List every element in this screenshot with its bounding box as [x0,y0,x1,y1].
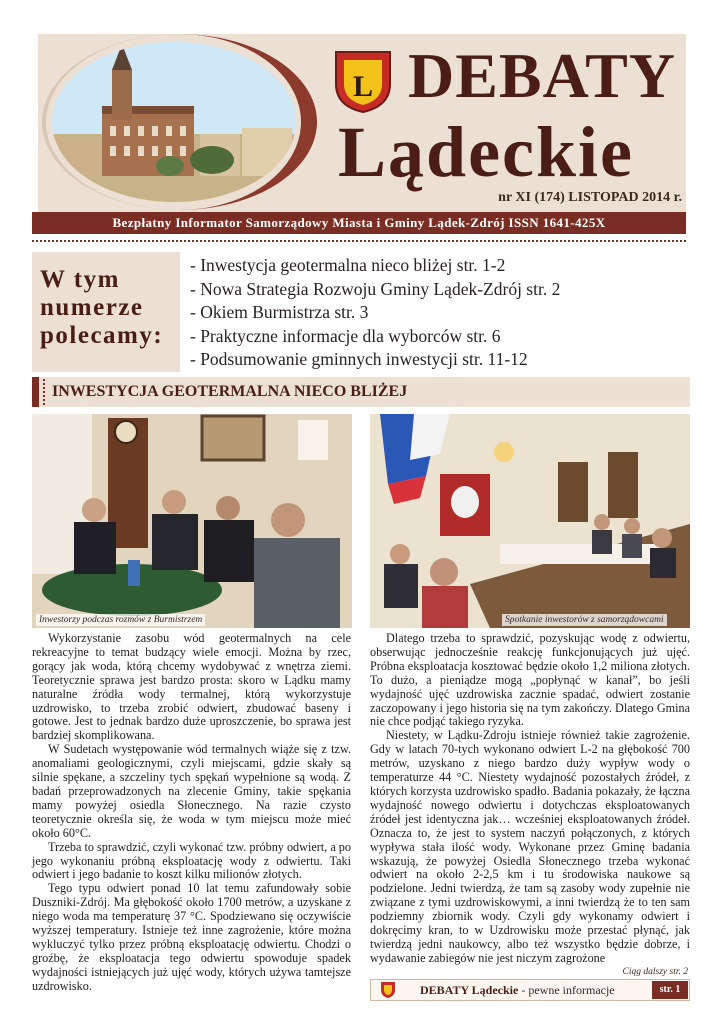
page-number: str. 1 [652,981,688,999]
continued-note: Ciąg dalszy str. 2 [622,967,688,977]
section-header-dots [43,379,45,405]
issue-number: nr XI (174) LISTOPAD 2014 r. [498,190,682,205]
article-column-1 [32,632,351,994]
footer-crest-icon [380,981,396,999]
paragraph: Tego typu odwiert ponad 10 lat temu zafundowały sobie Duszniki-Zdrój. Ma głębokość około 1700 metrów, a uzyskane z niego woda ma temperaturę 37 °C. Spodziewano się oczywiście wyższej temperatury. Istnieje też inne zagrożenie, które można wykluczyć tylko przez próbną eksploatację odwiertu. Chodzi o groźbę, że eksploatacja tego odwiertu spowoduje spadek wydajności istniejących już ujęć wody, których używa tamtejsze uzdrowisko. [32,881,351,993]
article-column-2 [370,632,690,966]
paragraph: W Sudetach występowanie wód termalnych wiąże się z tzw. anomaliami geologicznymi, czyli miejscami, gdzie skały są silnie spękane, a szczeliny tych spękań wypełnione są wodą. Z badań przeprowadzonych na zlecenie Gminy, takie spękania mamy powyżej osiedla Słonecznego. Na razie czysto teoretycznie określa się, że woda w tym miejscu może mieć około 60°C. [32,742,351,840]
toc-item[interactable]: - Nowa Strategia Rozwoju Gminy Lądek-Zdrój str. 2 [190,278,561,299]
table-of-contents [190,254,690,372]
town-hall-photo [52,42,296,202]
paragraph: Trzeba to sprawdzić, czyli wykonać tzw. próbny odwiert, a po jego wykonaniu próbną eksploatację wody z odwiertu. Taki odwiert i jego badanie to koszt kilku milionów złotych. [32,839,351,882]
toc-item[interactable]: - Okiem Burmistrza str. 3 [190,302,369,322]
in-this-issue-heading [40,266,180,350]
photo1-caption: Inwestorzy podczas rozmów z Burmistrzem [36,614,205,626]
paragraph: Wykorzystanie zasobu wód geotermalnych na cele rekreacyjne to temat budzący wiele emocji. Można by rzec, gorący jak woda, którą chcemy wydobywać z wnętrza ziemi. Teoretycznie sprawa jest bardzo prosta: skoro w Lądku mamy naturalne źródła wody termalnej, którą wykorzystuje uzdrowisko, to trzeba zrobić odwiert, zbudować baseny i gotowe. Jest to jednak bardzo duże uproszczenie, bo sprawa jest bardziej skomplikowana. [32,631,351,743]
meeting-photo-2 [370,414,690,628]
paragraph: Dlatego trzeba to sprawdzić, pozyskując wodę z odwiertu, obserwując jednocześnie reakcję funkcjonujących już ujęć. Próbna eksploatacja kosztować będzie około 1,2 miliona złotych. To dużo, a pieniądze mogą „popłynąć w kanał”, bo jeśli wydajność ujęć uzdrowiska zacznie spadać, odwiert zostanie zaczopowany i jego historia się na tym zakończy. Dlatego Gmina nie chce podjąć takiego ryzyka. [370,631,690,729]
heading-line: polecamy: [40,322,164,349]
masthead-title-line1: DEBATY [408,40,676,111]
section-header-bar [32,377,39,407]
masthead-title-line2: Lądeckie [338,112,634,192]
crest-letter: L [352,70,374,103]
toc-item[interactable]: - Praktyczne informacje dla wyborców str. 6 [190,325,501,346]
paragraph: Niestety, w Lądku-Zdroju istnieje również takie zagrożenie. Gdy w latach 70-tych wykonano odwiert L-2 na głębokość 700 metrów, uzyskano z niego bardzo duży wypływ wody o temperaturze 44 °C. Niestety wydajność pozostałych źródeł, z których korzysta uzdrowisko spadło. Badania pokazały, że łączna wydajność nowego odwiertu i dotychczas eksploatowanych źródeł jest identyczna jak… wcześniej eksploatowanych źródeł. Oznacza to, że jest to system naczyń połączonych, z których wypływa stała ilość wody. Wykonane przez Gminę badania wskazują, że powyżej Osiedla Słonecznego trzeba wykonać odwiert na około 2-2,5 km i tu środowiska naukowe są podzielone. Jedni twierdzą, że tam są zasoby wody zupełnie nie związane z tymi uzdrowiskowymi, a inni twierdzą że to ten sam podziemny zbiornik wody. Czyli gdy wykonamy odwiert i dokręcimy kran, to w Uzdrowisku może przestać płynąć, jak twierdzą jedni naukowcy, albo też wszystko będzie dobrze, i wydawanie zabiegów nie jest niczym zagrożone [370,728,690,965]
photo2-caption: Spotkanie inwestorów z samorządowcami [502,614,667,626]
footer-tagline: - pewne informacje [518,983,615,997]
heading-line: W tym [40,266,120,293]
toc-item[interactable]: - Podsumowanie gminnych inwestycji str. 11-12 [190,349,528,369]
coat-of-arms-icon [334,50,392,114]
article-heading: INWESTYCJA GEOTERMALNA NIECO BLIŻEJ [52,383,408,400]
dotted-divider [32,240,686,242]
heading-line: numerze [40,294,144,321]
info-bar: Bezpłatny Informator Samorządowy Miasta i Gminy Lądek-Zdrój ISSN 1641-425X [32,212,686,234]
meeting-photo-1 [32,414,352,628]
footer-text [420,983,615,998]
toc-item[interactable]: - Inwestycja geotermalna nieco bliżej str. 1-2 [190,255,506,275]
footer-brand: DEBATY Lądeckie [420,983,519,997]
